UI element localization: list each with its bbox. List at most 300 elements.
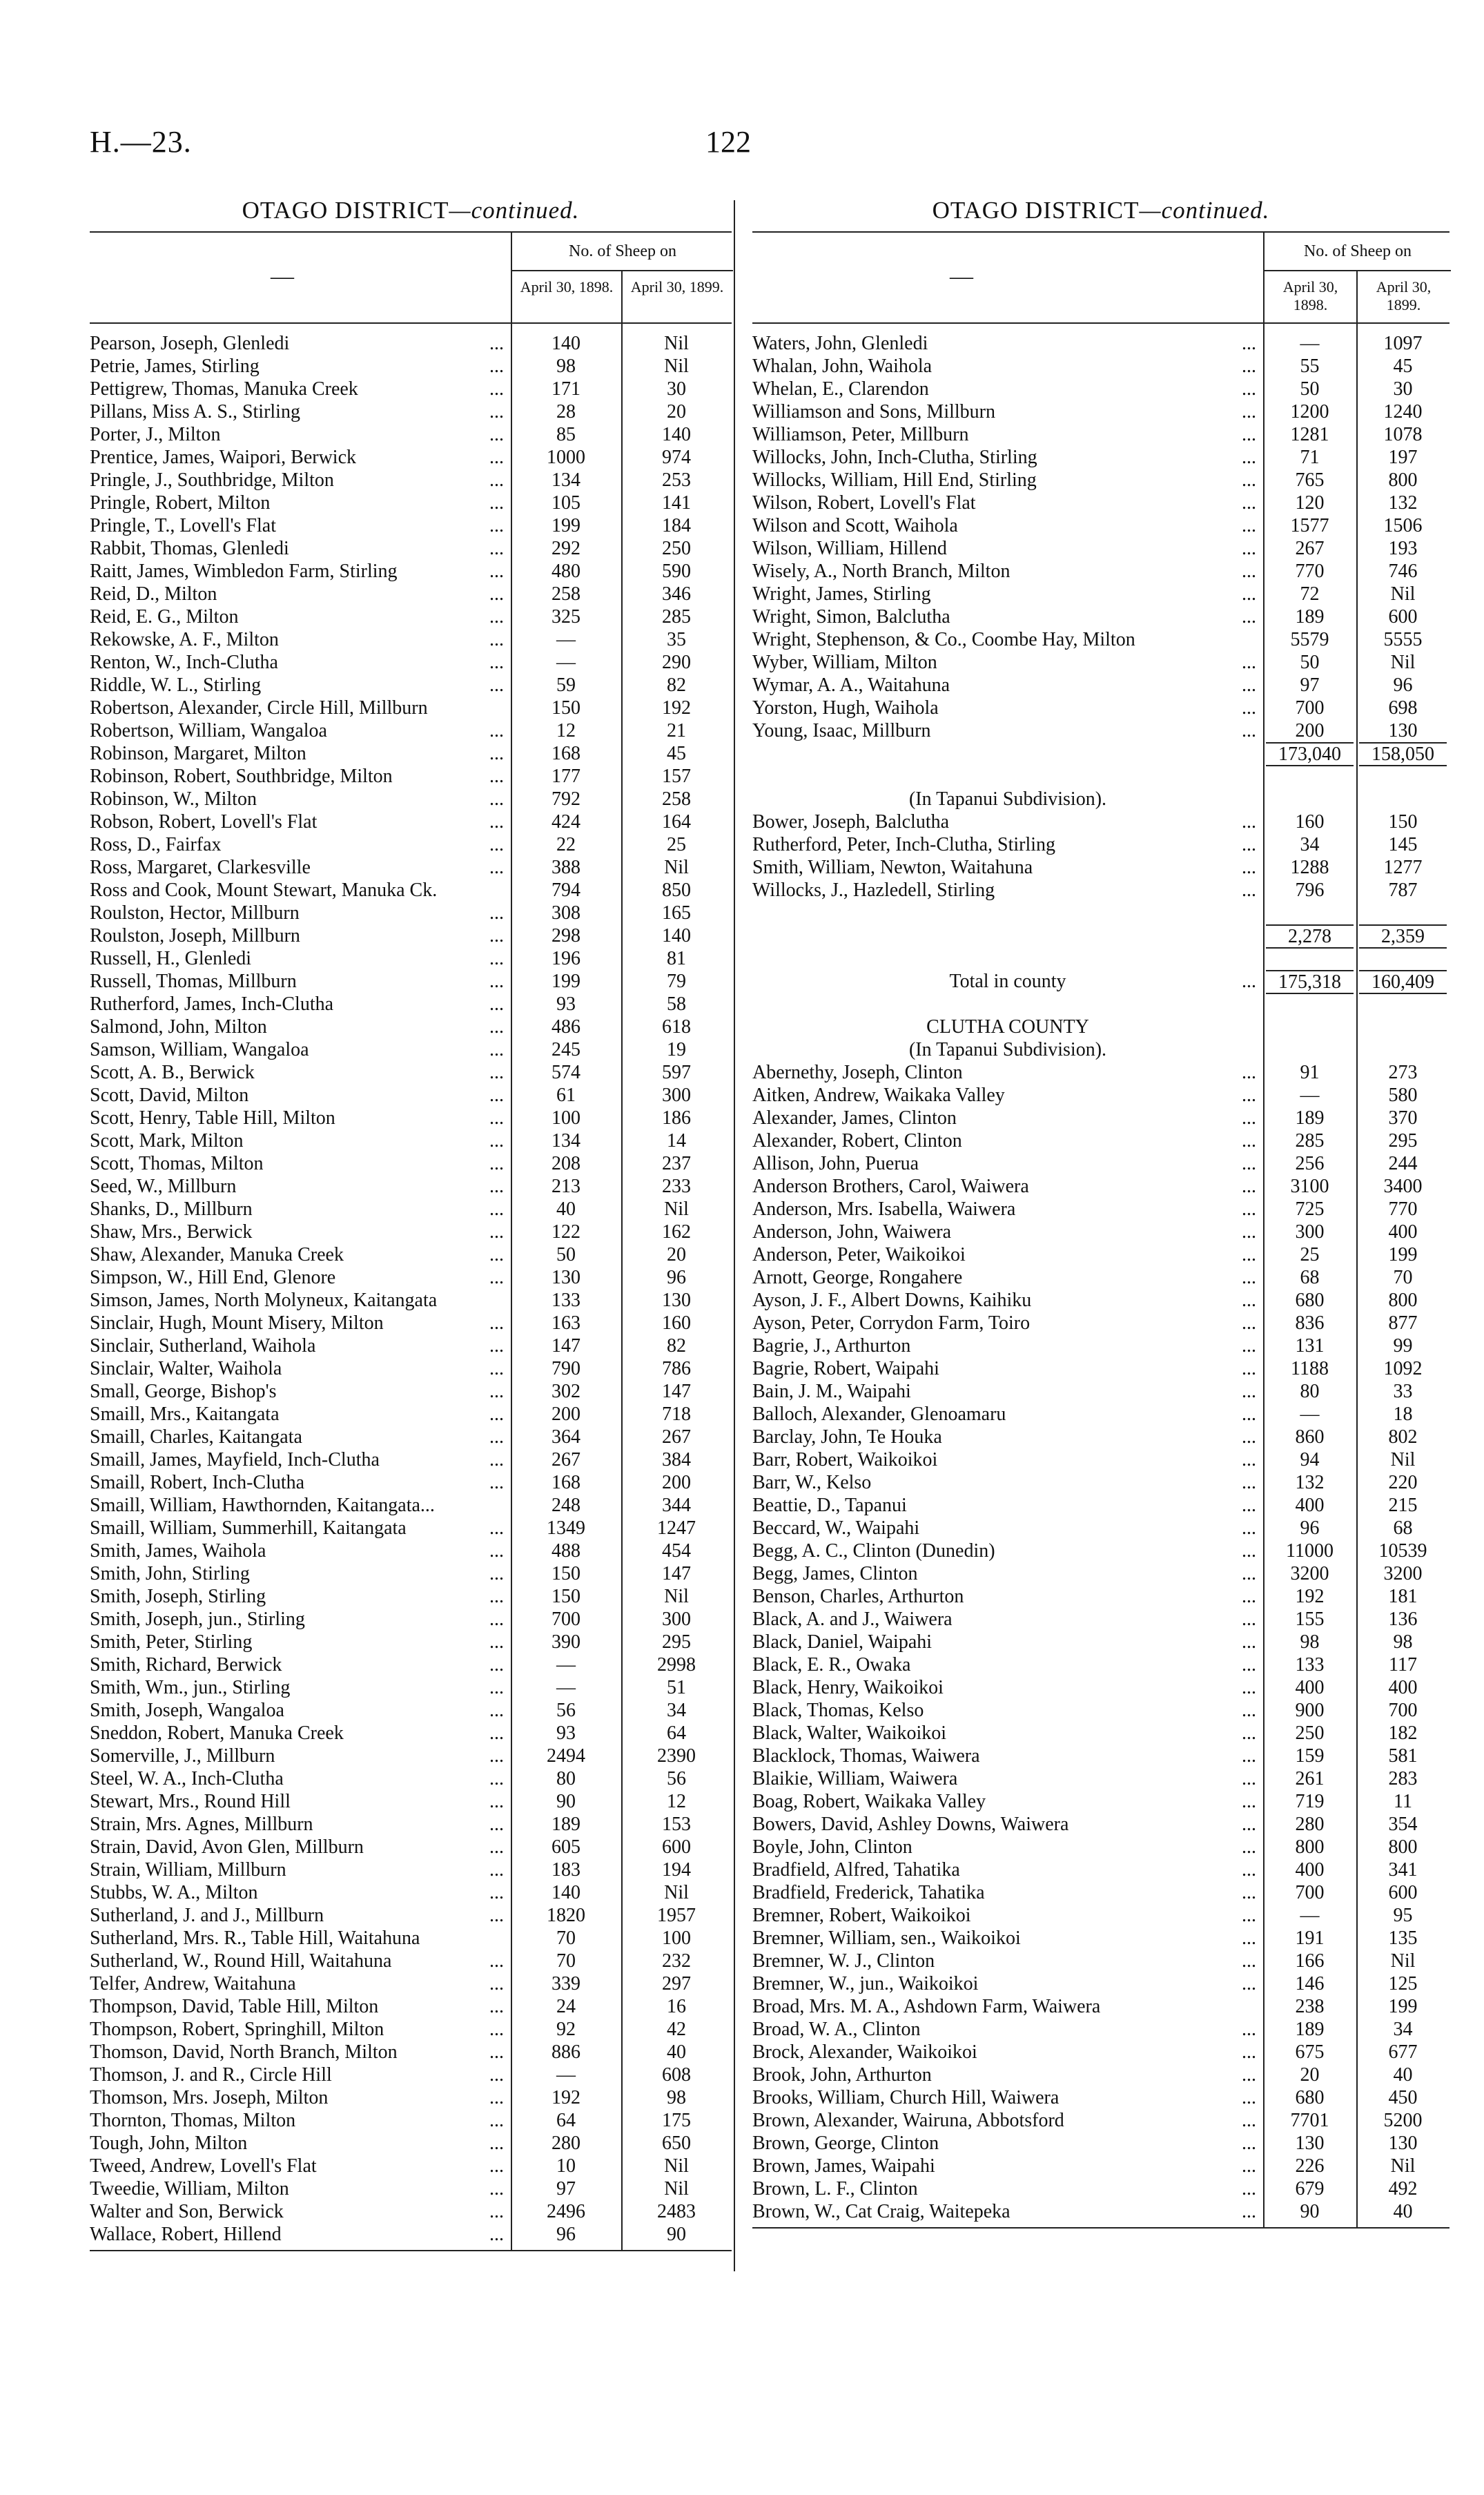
table-row — [752, 514, 1449, 537]
table-row — [752, 378, 1449, 400]
sheep-1898: 199 — [551, 515, 580, 536]
sheep-1898: 1200 — [1290, 401, 1329, 423]
table-row — [90, 856, 732, 879]
table-row — [90, 537, 732, 560]
owner-name: Shaw, Mrs., Berwick — [90, 1221, 253, 1243]
table-row — [90, 651, 732, 674]
owner-name: Broad, W. A., Clinton — [752, 2019, 921, 2040]
owner-name: Robinson, W., Milton — [90, 788, 257, 810]
owner-name: Young, Isaac, Millburn — [752, 720, 931, 741]
leader-dots: ... — [1242, 880, 1256, 901]
owner-name: Bagrie, Robert, Waipahi — [752, 1358, 939, 1379]
sheep-1899: 800 — [1388, 1836, 1418, 1858]
owner-name: Smith, James, Waihola — [90, 1540, 266, 1562]
leader-dots: ... — [1242, 1472, 1256, 1493]
sheep-1898: 792 — [551, 788, 580, 810]
leader-dots: ... — [1242, 492, 1256, 514]
sheep-1899: 341 — [1388, 1859, 1418, 1881]
table-row — [90, 469, 732, 492]
leader-dots: ... — [1242, 674, 1256, 696]
owner-name: Thornton, Thomas, Milton — [90, 2110, 296, 2131]
sheep-1899: Nil — [664, 356, 689, 377]
sheep-1898: 480 — [551, 561, 580, 582]
sheep-1899: 787 — [1388, 880, 1418, 901]
table-row — [752, 674, 1449, 697]
sheep-1898: 302 — [551, 1381, 580, 1402]
left-header-col-b: April 30, 1899. — [621, 271, 732, 322]
sheep-1898: 213 — [551, 1176, 580, 1197]
owner-name: Smaill, James, Mayfield, Inch-Clutha — [90, 1449, 380, 1470]
table-row — [90, 765, 732, 788]
owner-name: Begg, A. C., Clinton (Dunedin) — [752, 1540, 995, 1562]
owner-name: Pettigrew, Thomas, Manuka Creek — [90, 378, 358, 400]
table-row — [752, 1312, 1449, 1334]
sheep-1899: 244 — [1388, 1153, 1418, 1174]
sheep-1898: 192 — [1295, 1586, 1325, 1607]
sheep-1898: 11000 — [1286, 1540, 1334, 1562]
sheep-1899: 974 — [662, 447, 691, 468]
leader-dots: ... — [1242, 2155, 1256, 2177]
leader-dots: ... — [1242, 1631, 1256, 1653]
leader-dots: ... — [489, 561, 504, 582]
sheep-1898: 486 — [551, 1016, 580, 1038]
table-row — [752, 355, 1449, 378]
table-row — [90, 1972, 732, 1995]
leader-dots: ... — [489, 583, 504, 605]
owner-name: Barr, W., Kelso — [752, 1472, 872, 1493]
table-row — [752, 583, 1449, 605]
owner-name: Black, Henry, Waikoikoi — [752, 1677, 944, 1698]
owner-name: CLUTHA COUNTY — [926, 1016, 1089, 1038]
owner-name: Sinclair, Walter, Waihola — [90, 1358, 282, 1379]
table-row — [90, 970, 732, 993]
table-row — [752, 1653, 1449, 1676]
table-row — [90, 1904, 732, 1927]
owner-name: Rabbit, Thomas, Glenledi — [90, 538, 289, 559]
sheep-1898: 860 — [1295, 1426, 1325, 1448]
owner-name: Reid, E. G., Milton — [90, 606, 239, 628]
table-row — [752, 1357, 1449, 1380]
owner-name: Thomson, Mrs. Joseph, Milton — [90, 2087, 329, 2108]
page-number: 122 — [705, 125, 751, 159]
sheep-1898: 208 — [551, 1153, 580, 1174]
table-row — [90, 1745, 732, 1767]
leader-dots: ... — [1242, 1381, 1256, 1402]
owner-name: Raitt, James, Wimbledon Farm, Stirling — [90, 561, 398, 582]
sheep-1899: 258 — [662, 788, 691, 810]
owner-name: Smaill, William, Summerhill, Kaitangata — [90, 1517, 407, 1539]
leader-dots: ... — [489, 1449, 504, 1470]
table-row — [90, 1426, 732, 1448]
sheep-1899: 850 — [662, 880, 691, 901]
owner-name: Seed, W., Millburn — [90, 1176, 237, 1197]
leader-dots: ... — [489, 674, 504, 696]
subheading-row — [752, 1038, 1449, 1061]
owner-name: Pearson, Joseph, Glenledi — [90, 333, 290, 354]
sheep-1898: 90 — [1300, 2201, 1320, 2222]
owner-name: Blacklock, Thomas, Waiwera — [752, 1745, 980, 1767]
table-row — [90, 1403, 732, 1426]
sheep-1899: 45 — [667, 743, 686, 764]
leader-dots: ... — [1242, 378, 1256, 400]
table-row — [752, 1562, 1449, 1585]
owner-name: Ayson, Peter, Corrydon Farm, Toiro — [752, 1312, 1031, 1334]
table-row — [752, 1448, 1449, 1471]
sheep-1899: 140 — [662, 925, 691, 946]
left-table-body — [90, 324, 732, 2251]
sheep-1899: 12 — [667, 1791, 686, 1812]
sheep-1898: — — [556, 629, 576, 650]
table-row — [752, 970, 1449, 993]
table-row — [752, 537, 1449, 560]
owner-name: Strain, William, Millburn — [90, 1859, 286, 1881]
table-row — [90, 833, 732, 856]
sheep-1898: 133 — [1295, 1654, 1325, 1676]
table-row — [752, 1790, 1449, 1813]
sheep-1898: 147 — [551, 1335, 580, 1357]
table-row — [752, 605, 1449, 628]
owner-name: Somerville, J., Millburn — [90, 1745, 275, 1767]
owner-name: Wilson and Scott, Waihola — [752, 515, 958, 536]
sheep-1899: 58 — [667, 993, 686, 1015]
sheep-1899: 2483 — [657, 2201, 696, 2222]
sheep-1898: 163 — [551, 1312, 580, 1334]
sheep-1899: 135 — [1388, 1928, 1418, 1949]
sheep-1899: 1240 — [1383, 401, 1423, 423]
owner-name: Wyber, William, Milton — [752, 652, 937, 673]
owner-name: Bremner, W. J., Clinton — [752, 1950, 935, 1972]
table-row — [90, 2064, 732, 2086]
sheep-1898: 189 — [551, 1814, 580, 1835]
owner-name: Sutherland, Mrs. R., Table Hill, Waitahuna — [90, 1928, 420, 1949]
sheep-1899: 600 — [1388, 1882, 1418, 1903]
sheep-1898: 675 — [1295, 2041, 1325, 2063]
table-row — [90, 628, 732, 651]
leader-dots: ... — [1242, 606, 1256, 628]
leader-dots: ... — [1242, 1517, 1256, 1539]
sheep-1898: 140 — [551, 333, 580, 354]
sheep-1898: 7701 — [1290, 2110, 1329, 2131]
leader-dots: ... — [489, 1631, 504, 1653]
sheep-1899: 492 — [1388, 2178, 1418, 2200]
leader-dots: ... — [489, 1996, 504, 2017]
owner-name: Bremner, W., jun., Waikoikoi — [752, 1973, 979, 1994]
sheep-1898: 189 — [1295, 2019, 1325, 2040]
sheep-1898: 22 — [556, 834, 576, 855]
sheep-1898: 5579 — [1290, 629, 1329, 650]
left-title-text: OTAGO DISTRICT — [242, 197, 449, 224]
sheep-1898: 130 — [551, 1267, 580, 1288]
sheep-1899: 297 — [662, 1973, 691, 1994]
sheep-1898: 256 — [1295, 1153, 1325, 1174]
owner-name: Smaill, William, Hawthornden, Kaitangata... — [90, 1495, 435, 1516]
sheep-1898: — — [556, 1654, 576, 1676]
sheep-1898: 300 — [1295, 1221, 1325, 1243]
sheep-1899: 145 — [1388, 834, 1418, 855]
leader-dots: ... — [489, 2019, 504, 2040]
sheep-1899: 1247 — [657, 1517, 696, 1539]
table-row — [752, 628, 1449, 651]
sheep-1899: 117 — [1389, 1654, 1417, 1676]
owner-name: Wisely, A., North Branch, Milton — [752, 561, 1011, 582]
table-row — [752, 1881, 1449, 1904]
right-header-col-b: April 30, 1899. — [1356, 271, 1449, 322]
leader-dots: ... — [489, 1609, 504, 1630]
leader-dots: ... — [1242, 1586, 1256, 1607]
owner-name: Roulston, Hector, Millburn — [90, 902, 300, 924]
sheep-1898: 400 — [1295, 1859, 1325, 1881]
leader-dots: ... — [1242, 1928, 1256, 1949]
sheep-1898: 120 — [1295, 492, 1325, 514]
sheep-1899: 250 — [662, 538, 691, 559]
owner-name: Anderson, John, Waiwera — [752, 1221, 952, 1243]
owner-name: Smith, Wm., jun., Stirling — [90, 1677, 291, 1698]
sheep-1899: Nil — [664, 1198, 689, 1220]
leader-dots: ... — [489, 2178, 504, 2200]
sheep-1898: 159 — [1295, 1745, 1325, 1767]
sheep-1899: Nil — [1390, 652, 1416, 673]
leader-dots: ... — [1242, 811, 1256, 833]
sheep-1898: 605 — [551, 1836, 580, 1858]
sheep-1899: 300 — [662, 1609, 691, 1630]
sheep-1899: 400 — [1388, 1677, 1418, 1698]
leader-dots: ... — [489, 1062, 504, 1083]
sheep-1899: 147 — [662, 1381, 691, 1402]
sheep-1898: 166 — [1295, 1950, 1325, 1972]
table-row — [90, 902, 732, 924]
table-row — [90, 1198, 732, 1221]
sheep-1899: 150 — [1388, 811, 1418, 833]
sheep-1898: 189 — [1295, 1107, 1325, 1129]
table-row — [90, 1517, 732, 1540]
sheep-1898: 70 — [556, 1950, 576, 1972]
sheep-1899: 68 — [1393, 1517, 1413, 1539]
leader-dots: ... — [1242, 1836, 1256, 1858]
sheep-1899: 384 — [662, 1449, 691, 1470]
sheep-1899: 90 — [667, 2224, 686, 2245]
owner-name: Black, Walter, Waikoikoi — [752, 1722, 947, 1744]
leader-dots: ... — [1242, 1153, 1256, 1174]
owner-name: Bremner, William, sen., Waikoikoi — [752, 1928, 1021, 1949]
owner-name: Smith, John, Stirling — [90, 1563, 250, 1584]
owner-name: Pringle, Robert, Milton — [90, 492, 271, 514]
sheep-1898: — — [1300, 333, 1320, 354]
sheep-1898: 191 — [1295, 1928, 1325, 1949]
right-column — [752, 190, 1449, 2229]
owner-name: Barr, Robert, Waikoikoi — [752, 1449, 938, 1470]
owner-name: Smaill, Robert, Inch-Clutha — [90, 1472, 305, 1493]
table-row — [752, 1334, 1449, 1357]
owner-name: Simson, James, North Molyneux, Kaitangata — [90, 1290, 438, 1311]
leader-dots: ... — [489, 971, 504, 992]
table-row — [752, 1676, 1449, 1699]
leader-dots: ... — [489, 447, 504, 468]
table-row — [90, 378, 732, 400]
leader-dots: ... — [489, 788, 504, 810]
owner-name: (In Tapanui Subdivision). — [908, 1039, 1107, 1060]
owner-name: Renton, W., Inch-Clutha — [90, 652, 278, 673]
owner-name: Anderson Brothers, Carol, Waiwera — [752, 1176, 1029, 1197]
sheep-1899: 344 — [662, 1495, 691, 1516]
leader-dots: ... — [489, 1950, 504, 1972]
table-row — [752, 651, 1449, 674]
leader-dots: ... — [1242, 1563, 1256, 1584]
sheep-1899: 11 — [1394, 1791, 1412, 1812]
table-row — [752, 1289, 1449, 1312]
leader-dots: ... — [1242, 1540, 1256, 1562]
subheading-row — [752, 1016, 1449, 1038]
sheep-1899: 20 — [667, 1244, 686, 1265]
leader-dots: ... — [489, 1700, 504, 1721]
leader-dots: ... — [1242, 1085, 1256, 1106]
sheep-1899: 20 — [667, 401, 686, 423]
table-row — [752, 1471, 1449, 1494]
sheep-1898: 258 — [551, 583, 580, 605]
leader-dots: ... — [489, 1905, 504, 1926]
owner-name: Smith, Peter, Stirling — [90, 1631, 253, 1653]
sheep-1898: 168 — [551, 743, 580, 764]
table-row — [90, 1129, 732, 1152]
table-row — [90, 1016, 732, 1038]
sheep-1899: 147 — [662, 1563, 691, 1584]
table-row — [90, 2223, 732, 2246]
table-row — [752, 1426, 1449, 1448]
sheep-1899: 141 — [662, 492, 691, 514]
owner-name: Wright, Simon, Balclutha — [752, 606, 950, 628]
table-row — [752, 1995, 1449, 2018]
table-row — [752, 833, 1449, 856]
table-row — [90, 355, 732, 378]
sheep-1898: 177 — [551, 766, 580, 787]
sheep-1899: 400 — [1388, 1221, 1418, 1243]
sheep-1899: 770 — [1388, 1198, 1418, 1220]
sheep-1898: 91 — [1300, 1062, 1320, 1083]
leader-dots: ... — [489, 333, 504, 354]
sheep-1899: 193 — [1388, 538, 1418, 559]
owner-name: Rutherford, James, Inch-Clutha — [90, 993, 334, 1015]
leader-dots: ... — [489, 1221, 504, 1243]
owner-name: Ross, D., Fairfax — [90, 834, 222, 855]
owner-name: Willocks, William, Hill End, Stirling — [752, 469, 1037, 491]
sheep-1899: 1078 — [1383, 424, 1423, 445]
sheep-1898: 134 — [551, 1130, 580, 1152]
sheep-1899: 96 — [1393, 674, 1413, 696]
leader-dots: ... — [489, 492, 504, 514]
owner-name: Blaikie, William, Waiwera — [752, 1768, 958, 1789]
owner-name: Ross and Cook, Mount Stewart, Manuka Ck. — [90, 880, 438, 901]
leader-dots: ... — [489, 629, 504, 650]
sheep-1898: 250 — [1295, 1722, 1325, 1744]
table-row — [90, 1836, 732, 1858]
owner-name: Reid, D., Milton — [90, 583, 217, 605]
owner-name: Bowers, David, Ashley Downs, Waiwera — [752, 1814, 1069, 1835]
sheep-1898: 285 — [1295, 1130, 1325, 1152]
table-row — [90, 1585, 732, 1608]
owner-name: Willocks, J., Hazledell, Stirling — [752, 880, 995, 901]
sheep-1898: 308 — [551, 902, 580, 924]
table-row — [90, 1448, 732, 1471]
leader-dots: ... — [1242, 1426, 1256, 1448]
owner-name: Smaill, Charles, Kaitangata — [90, 1426, 302, 1448]
sheep-1898: 2,278 — [1266, 924, 1354, 949]
table-row — [90, 788, 732, 810]
owner-name: Smith, Joseph, Stirling — [90, 1586, 266, 1607]
leader-dots: ... — [489, 1085, 504, 1106]
sheep-1898: 168 — [551, 1472, 580, 1493]
leader-dots: ... — [1242, 538, 1256, 559]
owner-name: Sutherland, W., Round Hill, Waitahuna — [90, 1950, 392, 1972]
table-row — [90, 1881, 732, 1904]
owner-name: Aitken, Andrew, Waikaka Valley — [752, 1085, 1005, 1106]
sheep-1899: 5555 — [1383, 629, 1423, 650]
leader-dots: ... — [489, 1836, 504, 1858]
sheep-1898: 97 — [556, 2178, 576, 2200]
table-row — [752, 1266, 1449, 1289]
leader-dots: ... — [1242, 1700, 1256, 1721]
owner-name: Ayson, J. F., Albert Downs, Kaihiku — [752, 1290, 1032, 1311]
owner-name: Boyle, John, Clinton — [752, 1836, 912, 1858]
sheep-1898: 1288 — [1290, 857, 1329, 878]
owner-name: Balloch, Alexander, Glenoamaru — [752, 1404, 1006, 1425]
leader-dots: ... — [1242, 1335, 1256, 1357]
leader-dots: ... — [1242, 1905, 1256, 1926]
leader-dots: ... — [1242, 424, 1256, 445]
sheep-1899: 79 — [667, 971, 686, 992]
sheep-1899: 130 — [1388, 2133, 1418, 2154]
sheep-1899: 2,359 — [1359, 924, 1447, 949]
sheep-1899: 580 — [1388, 1085, 1418, 1106]
owner-name: Scott, David, Milton — [90, 1085, 249, 1106]
owner-name: Robinson, Robert, Southbridge, Milton — [90, 766, 393, 787]
sheep-1899: 698 — [1388, 697, 1418, 719]
sheep-1899: 273 — [1388, 1062, 1418, 1083]
sheep-1899: 197 — [1388, 447, 1418, 468]
sheep-1899: 34 — [1393, 2019, 1413, 2040]
leader-dots: ... — [1242, 1814, 1256, 1835]
leader-dots: ... — [1242, 401, 1256, 423]
table-row — [752, 1858, 1449, 1881]
leader-dots: ... — [489, 1882, 504, 1903]
owner-name: Brown, James, Waipahi — [752, 2155, 935, 2177]
leader-dots: ... — [1242, 1722, 1256, 1744]
right-title-continued: —continued. — [1139, 197, 1270, 224]
table-row — [752, 1927, 1449, 1950]
sheep-1899: 136 — [1388, 1609, 1418, 1630]
table-row — [752, 2132, 1449, 2155]
owner-name: Boag, Robert, Waikaka Valley — [752, 1791, 986, 1812]
table-row — [752, 1745, 1449, 1767]
sheep-1899: 98 — [1393, 1631, 1413, 1653]
owner-name: Tweed, Andrew, Lovell's Flat — [90, 2155, 317, 2177]
owner-name: Small, George, Bishop's — [90, 1381, 277, 1402]
sheep-1898: — — [556, 652, 576, 673]
leader-dots: ... — [489, 1176, 504, 1197]
sheep-1898: 574 — [551, 1062, 580, 1083]
sheep-1898: 886 — [551, 2041, 580, 2063]
table-row — [90, 1084, 732, 1107]
table-row — [752, 1107, 1449, 1129]
leader-dots: ... — [489, 2064, 504, 2086]
owner-name: Wright, Stephenson, & Co., Coombe Hay, Milton — [752, 629, 1135, 650]
table-row — [90, 1631, 732, 1653]
leader-dots: ... — [1242, 583, 1256, 605]
owner-name: Stewart, Mrs., Round Hill — [90, 1791, 291, 1812]
sheep-1899: 877 — [1388, 1312, 1418, 1334]
leader-dots: ... — [1242, 1495, 1256, 1516]
table-row — [752, 2086, 1449, 2109]
sheep-1899: 290 — [662, 652, 691, 673]
table-row — [752, 446, 1449, 469]
